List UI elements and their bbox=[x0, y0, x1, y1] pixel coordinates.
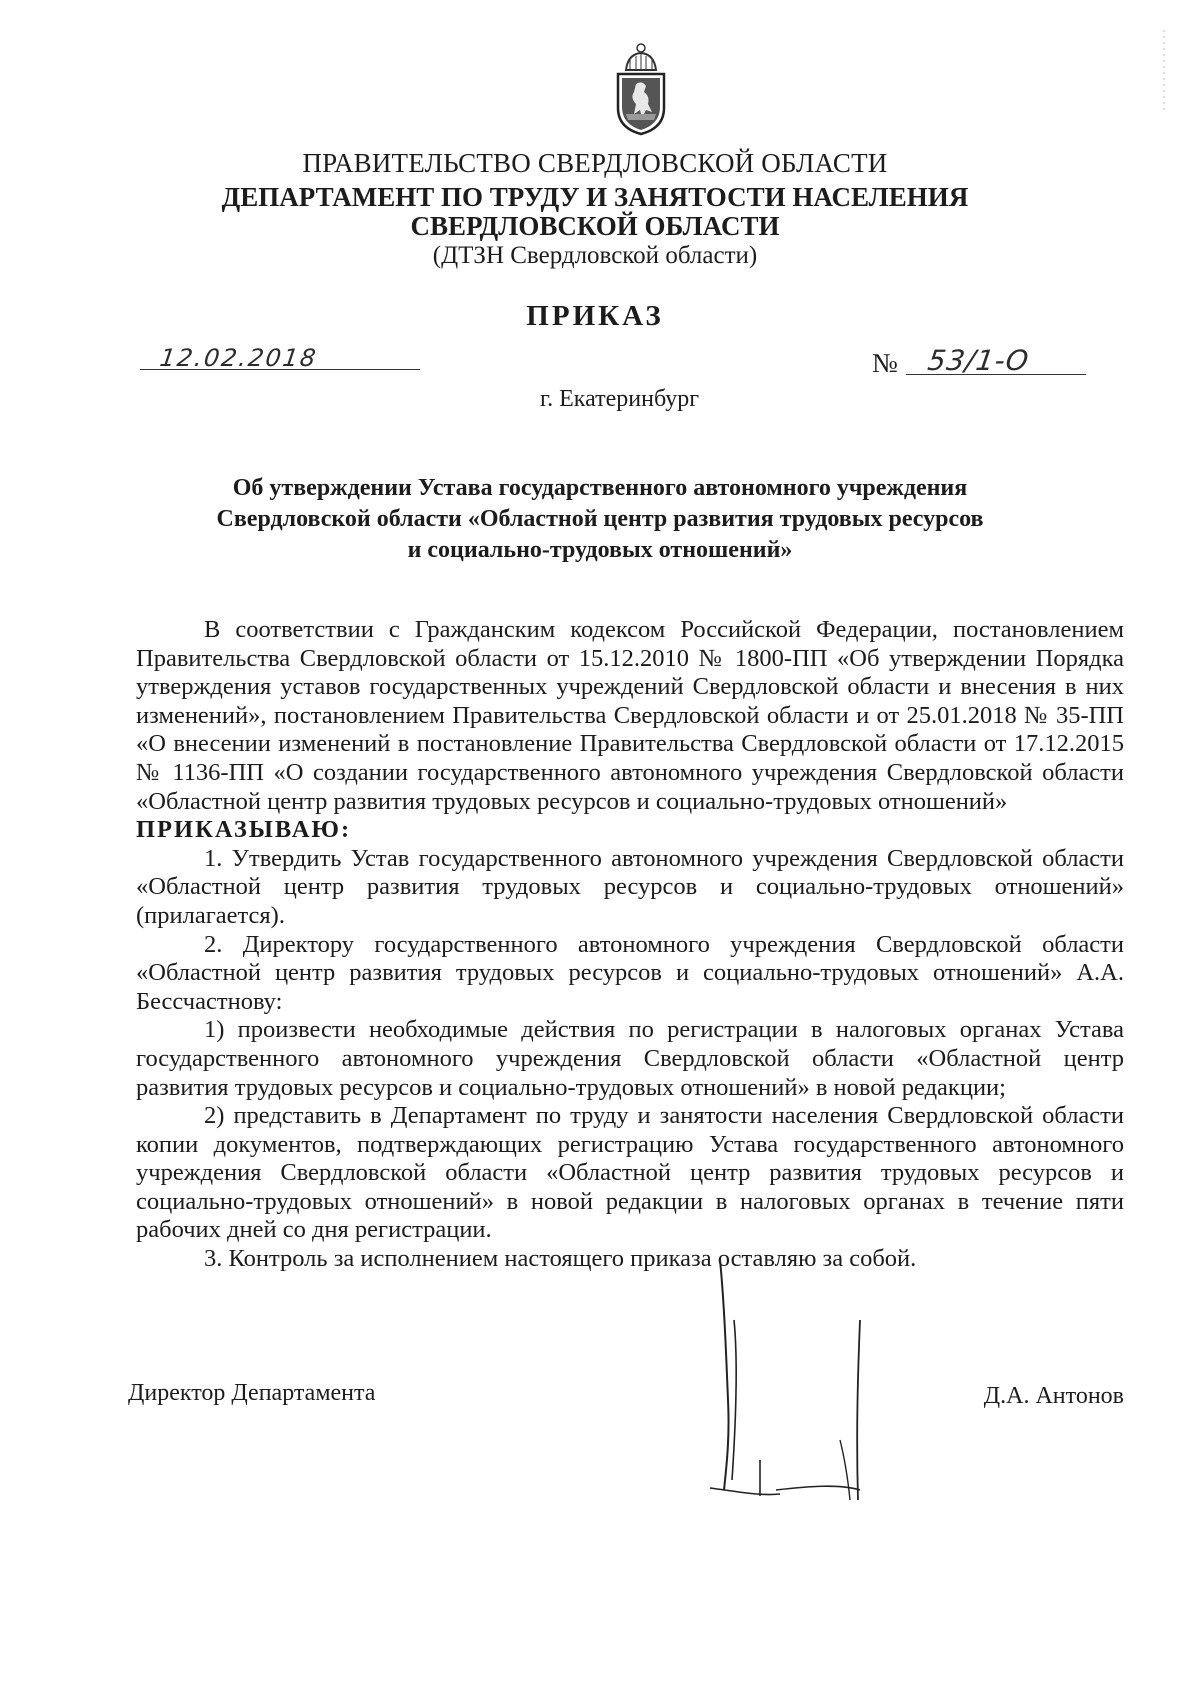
subject-line: Об утверждении Устава государственного автономного учреждения bbox=[232, 475, 968, 501]
order-date: 12.02.2018 bbox=[158, 344, 320, 372]
date-underline bbox=[140, 369, 420, 370]
order-item-1: 1. Утвердить Устав государственного автономного учреждения Свердловской области «Областной центр развития трудовых ресурсов и социально-трудовых отношений» (прилагается). bbox=[136, 844, 1124, 929]
city-name: г. Екатеринбург bbox=[540, 386, 700, 412]
scan-artifact-icon bbox=[1160, 30, 1168, 110]
subject-line: Свердловской области «Областной центр развития трудовых ресурсов bbox=[216, 506, 984, 532]
number-sign: № bbox=[872, 348, 898, 378]
department-name-line1: ДЕПАРТАМЕНТ ПО ТРУДУ И ЗАНЯТОСТИ НАСЕЛЕНИЯ bbox=[221, 182, 969, 212]
order-item-3: 3. Контроль за исполнением настоящего приказа оставляю за собой. bbox=[204, 1245, 917, 1273]
signatory-name: Д.А. Антонов bbox=[983, 1383, 1124, 1409]
document-type-title: ПРИКАЗ bbox=[526, 300, 664, 332]
order-body bbox=[136, 616, 1124, 1274]
order-item-2: 2. Директору государственного автономного учреждения Свердловской области «Областной центр развития трудовых ресурсов и социально-трудовых отношений» А.А. Бессчастнову: bbox=[136, 930, 1124, 1015]
government-name: ПРАВИТЕЛЬСТВО СВЕРДЛОВСКОЙ ОБЛАСТИ bbox=[302, 148, 888, 178]
handwritten-signature-icon bbox=[690, 1260, 930, 1510]
subject-line: и социально-трудовых отношений» bbox=[407, 537, 793, 563]
preamble-paragraph: В соответствии с Гражданским кодексом Российской Федерации, постановлением Правительства Свердловской области от 15.12.2010 № 1800-ПП «Об утверждении Порядка утверждения уставов государственных учреждений Свердловской области и внесения в них изменений», постановлением Правительства Свердловской области и от 25.01.2018 № 35-ПП «О внесении изменений в постановление Правительства Свердловской области от 17.12.2015 № 1136-ПП «О создании государственного автономного учреждения Свердловской области «Областной центр развития трудовых ресурсов и социально-трудовых отношений» bbox=[136, 616, 1124, 815]
order-item-2-1: 1) произвести необходимые действия по регистрации в налоговых органах Устава государственного автономного учреждения Свердловской области «Областной центр развития трудовых ресурсов и социально-трудовых отношений» в новой редакции; bbox=[136, 1016, 1124, 1101]
signatory-position: Директор Департамента bbox=[128, 1380, 376, 1406]
order-word: ПРИКАЗЫВАЮ: bbox=[136, 816, 352, 844]
department-name-line2: СВЕРДЛОВСКОЙ ОБЛАСТИ bbox=[410, 211, 780, 241]
order-number: 53/1-О bbox=[925, 344, 1032, 377]
number-underline bbox=[906, 374, 1086, 375]
order-subject bbox=[120, 473, 1080, 566]
coat-of-arms-icon bbox=[612, 40, 670, 136]
department-abbreviation: (ДТЗН Свердловской области) bbox=[432, 242, 758, 269]
order-item-2-2: 2) представить в Департамент по труду и занятости населения Свердловской области копии документов, подтверждающих регистрацию Устава государственного автономного учреждения Свердловской области «Областной центр развития трудовых ресурсов и социально-трудовых отношений» в новой редакции в налоговых органах в течение пяти рабочих дней со дня регистрации. bbox=[136, 1102, 1124, 1244]
